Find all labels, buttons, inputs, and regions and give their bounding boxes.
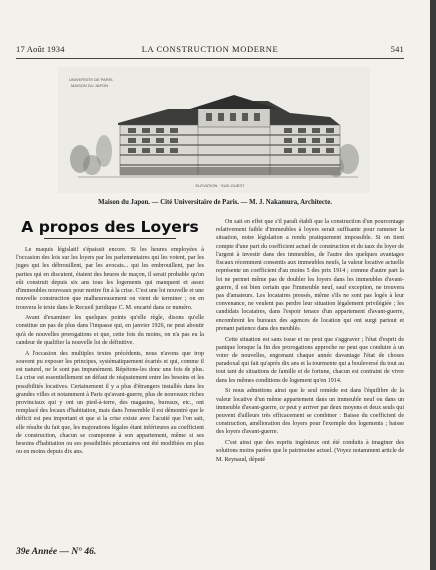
page-edge xyxy=(430,0,436,570)
stamp-line-1: UNIVERSITE DE PARIS xyxy=(69,77,113,82)
running-header xyxy=(16,44,404,56)
header-rule xyxy=(16,58,404,59)
article-title: A propos des Loyers xyxy=(21,218,199,236)
paragraph: Le maquis législatif s'épaissit encore. Si les heures employées à l'occasion des lois sur les loyers par les parlementaires qui les votent, par les juges qui les débrouillent, par les avocats... qui les embrouillent, par les parties qui en discutent, étaient des heures de maçon, il serait probable qu'on eût construit depuis six ans tous les logements qui manquent et assez d'immeubles nouveaux pour mettre fin à la crise. C'est une loi nouvelle et une nouvelle construction que malheureusement on vient de terminer ; on en trouvera le texte dans le Recueil juridique C. M. encarté dans ce numéro. xyxy=(16,247,204,311)
paragraph: C'est ainsi que des esprits ingénieux ont été conduits à imaginer des solutions moins parées que le patrimoine actuel. (Voyez notamment article de M. Reynaud, député xyxy=(216,440,404,463)
issue-date: 17 Août 1934 xyxy=(16,44,65,54)
architectural-drawing xyxy=(58,67,370,193)
page-number: 541 xyxy=(390,44,404,54)
right-column xyxy=(216,218,404,466)
volume-footer: 39e Année — N° 46. xyxy=(16,547,97,557)
stamp-line-2: MAISON DU JAPON xyxy=(71,83,109,88)
drawing-label: ELEVATION · SUD-OUEST xyxy=(195,183,245,188)
title-rule xyxy=(44,238,176,239)
paragraph: Si nous admettons ainsi que le seul remède est dans l'équilibre de la valeur locative d'un même appartement dans un immeuble neuf ou dans un immeuble d'avant-guerre, ce peut y arriver par deux moyens et deux seuls qui peuvent d'ailleurs très efficacement se combiner : Baisse du coefficient de construction, amélioration des loyers pour l'exemple des logements ; baisse des loyers d'avant-guerre. xyxy=(216,388,404,436)
publication-name: LA CONSTRUCTION MODERNE xyxy=(141,44,279,54)
figure-caption: Maison du Japon. — Cité Universitaire de Paris. — M. J. Nakamura, Architecte. xyxy=(98,199,332,206)
stamp xyxy=(69,77,113,88)
paragraph: A l'occasion des multiples textes précédents, nous n'avons que trop souvent pu exposer les principes, systématiquement écartés et qui, comme il est naturel, ne le sont pas impunément. Répétons-les donc une fois de plus. La crise est essentiellement un défaut de réajustement entre les besoins et les possibilités locatives. Certainement il y a plus d'étrangers installés dans les grandes villes et notamment à Paris qu'avant-guerre, plus de nouveaux riches provinciaux qui y ont un pied-à-terre, des magasins, bureaux, etc., ont remplacé des locaux d'habitation, mais dans l'ensemble il est démontré que le déficit est peu important et que si la crise existe avec l'acuité que l'on sait, elle résulte du fait que, les majorations légales étant inférieures au coefficient de construction, chacun se cramponne à son appartement, même si ses besoins d'habitation ou ses possibilités pécuniaires ont été modifiées en plus ou en moins depuis dix ans. xyxy=(16,350,204,456)
left-column xyxy=(16,246,204,459)
paragraph: On sait en effet que s'il paraît établi que la construction d'un pourcentage relativement faible d'immeubles à loyers serait suffisante pour ramener la situation, notre législation a rendu pratiquement impossible. Si on tient compte d'une part du coefficient actuel de construction et du taux du loyer de l'argent à investir dans des immeubles, de l'autre des quelques avantages fiscaux récemment consentis aux immeubles neufs, la valeur locative actuelle représente un coefficient d'au moins 5 des prix 1914 ; comme d'autre part la loi ne permet même pas de doubler les loyers dans les immeubles d'avant-guerre, il est bien certain que l'immeuble neuf, sauf exception, ne trouvera pas d'amateurs. Les locataires pressés, même s'ils ne sont pas logés à leur convenance, ne veulent pas perdre leur situation légalement privilégiée ; les candidats locataires, dans l'espoir tenace d'un appartement d'avant-guerre, encombrent les bureaux des agences de location qui ont surgi partout et prenant patience dans des meublés. xyxy=(216,219,404,332)
paragraph: Cette situation est sans issue et ne peut que s'aggraver ; l'état d'esprit de panique lorsque la fin des prorogations approche ne peut que conduire à un voter de nouvelles, engrenant chaque année davantage l'état de choses paradoxal qui fait qu'après dix ans et la tourmente qui a bouleversé du tout au tout tant de situations de famille et de fortune, chacun est contraint de vivre dans les mêmes conditions de logement qu'en 1914. xyxy=(216,336,404,384)
paragraph: Avant d'examiner les quelques points qu'elle règle, disons qu'elle constitue un pas de plus dans l'impasse qui, en janvier 1926, ne peut aboutir qu'à de nouvelles prorogations et que, cette fois du moins, on n'a pas eu la candeur de qualifier la nouvelle loi de définitive. xyxy=(16,315,204,346)
